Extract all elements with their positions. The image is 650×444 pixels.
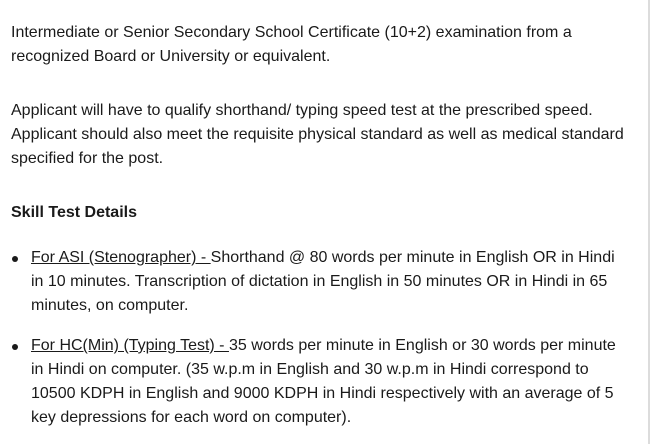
hc-typing-test-link[interactable]: For HC(Min) (Typing Test) - xyxy=(31,337,229,354)
hc-description: 35 words per minute in English or 30 words per minute in Hindi on computer. (35 w.p.m in English and 30 w.p.m in Hindi correspond to 10500 KDPH in English and 9000 KDPH in Hindi respectively with an average of 5 key depressions for each word on computer). xyxy=(31,337,616,426)
list-item-asi xyxy=(11,246,631,318)
asi-stenographer-link[interactable]: For ASI (Stenographer) - xyxy=(31,249,211,266)
skill-test-list xyxy=(11,246,631,430)
asi-description: Shorthand @ 80 words per minute in English OR in Hindi in 10 minutes. Transcription of dictation in English in 50 minutes OR in Hindi in 65 minutes, on computer. xyxy=(31,249,615,314)
list-item-hc xyxy=(11,334,631,430)
bullet-icon xyxy=(12,256,18,262)
article-content xyxy=(11,21,631,444)
bullet-icon xyxy=(12,344,18,350)
requirements-paragraph: Applicant will have to qualify shorthand/ typing speed test at the prescribed speed. Applicant should also meet the requisite physical standard as well as medical standard specified for the post. xyxy=(11,102,624,167)
skill-test-heading: Skill Test Details xyxy=(11,204,137,221)
eligibility-paragraph: Intermediate or Senior Secondary School Certificate (10+2) examination from a recognized Board or University or equivalent. xyxy=(11,24,572,65)
